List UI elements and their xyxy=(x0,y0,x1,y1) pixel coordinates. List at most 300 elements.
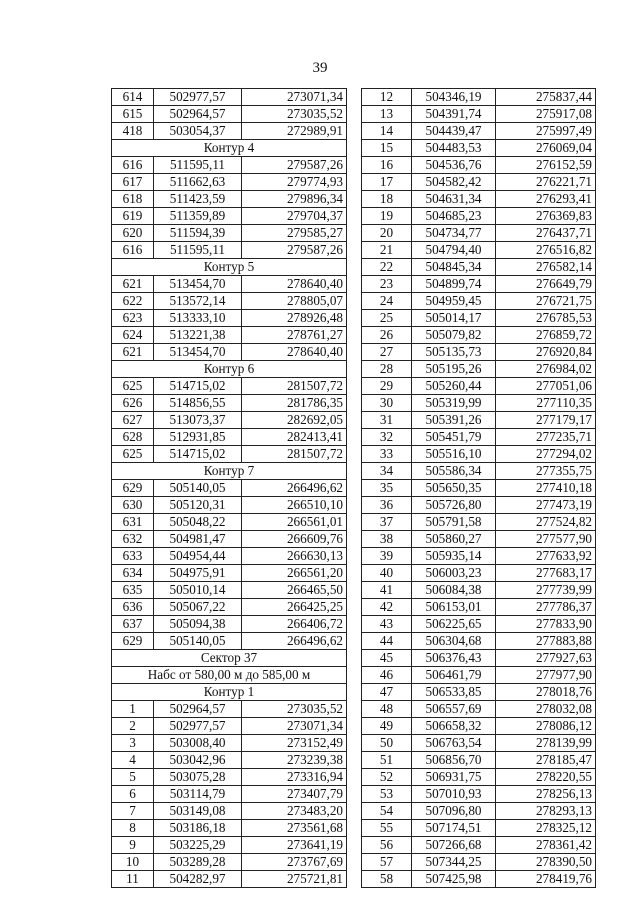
x-coordinate-cell: 504734,77 xyxy=(412,225,496,242)
y-coordinate-cell: 276859,72 xyxy=(496,327,596,344)
y-coordinate-cell: 277524,82 xyxy=(496,514,596,531)
x-coordinate-cell: 505120,31 xyxy=(154,497,242,514)
table-row xyxy=(362,463,596,480)
x-coordinate-cell: 511662,63 xyxy=(154,174,242,191)
x-coordinate-cell: 503225,29 xyxy=(154,837,242,854)
x-coordinate-cell: 505650,35 xyxy=(412,480,496,497)
x-coordinate-cell: 507425,98 xyxy=(412,871,496,888)
point-number-cell: 53 xyxy=(362,786,412,803)
y-coordinate-cell: 277883,88 xyxy=(496,633,596,650)
table-row xyxy=(362,293,596,310)
point-number-cell: 46 xyxy=(362,667,412,684)
y-coordinate-cell: 282692,05 xyxy=(242,412,347,429)
y-coordinate-cell: 276785,53 xyxy=(496,310,596,327)
x-coordinate-cell: 504959,45 xyxy=(412,293,496,310)
x-coordinate-cell: 504794,40 xyxy=(412,242,496,259)
table-row xyxy=(362,667,596,684)
y-coordinate-cell: 277577,90 xyxy=(496,531,596,548)
table-row xyxy=(362,140,596,157)
table-row xyxy=(112,752,347,769)
x-coordinate-cell: 503114,79 xyxy=(154,786,242,803)
table-row xyxy=(362,548,596,565)
table-row xyxy=(112,854,347,871)
table-row xyxy=(362,565,596,582)
y-coordinate-cell: 276437,71 xyxy=(496,225,596,242)
point-number-cell: 13 xyxy=(362,106,412,123)
table-row xyxy=(362,633,596,650)
y-coordinate-cell: 278390,50 xyxy=(496,854,596,871)
x-coordinate-cell: 505140,05 xyxy=(154,480,242,497)
point-number-cell: 47 xyxy=(362,684,412,701)
point-number-cell: 39 xyxy=(362,548,412,565)
table-row xyxy=(112,429,347,446)
x-coordinate-cell: 505860,27 xyxy=(412,531,496,548)
point-number-cell: 30 xyxy=(362,395,412,412)
y-coordinate-cell: 273483,20 xyxy=(242,803,347,820)
point-number-cell: 56 xyxy=(362,837,412,854)
y-coordinate-cell: 278761,27 xyxy=(242,327,347,344)
x-coordinate-cell: 511595,11 xyxy=(154,157,242,174)
table-row xyxy=(362,701,596,718)
point-number-cell: 616 xyxy=(112,242,154,259)
section-header-row xyxy=(112,650,347,667)
table-row xyxy=(112,327,347,344)
table-row xyxy=(112,531,347,548)
table-row xyxy=(112,633,347,650)
x-coordinate-cell: 504536,76 xyxy=(412,157,496,174)
table-row xyxy=(362,497,596,514)
point-number-cell: 28 xyxy=(362,361,412,378)
y-coordinate-cell: 273035,52 xyxy=(242,701,347,718)
point-number-cell: 20 xyxy=(362,225,412,242)
table-row xyxy=(362,820,596,837)
table-row xyxy=(362,854,596,871)
x-coordinate-cell: 506376,43 xyxy=(412,650,496,667)
table-row xyxy=(112,480,347,497)
point-number-cell: 54 xyxy=(362,803,412,820)
point-number-cell: 49 xyxy=(362,718,412,735)
table-row xyxy=(362,395,596,412)
x-coordinate-cell: 502977,57 xyxy=(154,89,242,106)
table-row xyxy=(362,752,596,769)
x-coordinate-cell: 506461,79 xyxy=(412,667,496,684)
point-number-cell: 617 xyxy=(112,174,154,191)
y-coordinate-cell: 278185,47 xyxy=(496,752,596,769)
y-coordinate-cell: 277410,18 xyxy=(496,480,596,497)
section-header: Контур 4 xyxy=(112,140,347,157)
x-coordinate-cell: 505451,79 xyxy=(412,429,496,446)
x-coordinate-cell: 506557,69 xyxy=(412,701,496,718)
table-row xyxy=(112,225,347,242)
point-number-cell: 32 xyxy=(362,429,412,446)
x-coordinate-cell: 505048,22 xyxy=(154,514,242,531)
x-coordinate-cell: 505726,80 xyxy=(412,497,496,514)
table-row xyxy=(112,616,347,633)
x-coordinate-cell: 504439,47 xyxy=(412,123,496,140)
x-coordinate-cell: 503008,40 xyxy=(154,735,242,752)
point-number-cell: 44 xyxy=(362,633,412,650)
x-coordinate-cell: 506931,75 xyxy=(412,769,496,786)
point-number-cell: 29 xyxy=(362,378,412,395)
table-row xyxy=(362,259,596,276)
x-coordinate-cell: 506084,38 xyxy=(412,582,496,599)
point-number-cell: 622 xyxy=(112,293,154,310)
y-coordinate-cell: 277051,06 xyxy=(496,378,596,395)
y-coordinate-cell: 266496,62 xyxy=(242,480,347,497)
table-row xyxy=(362,514,596,531)
y-coordinate-cell: 278139,99 xyxy=(496,735,596,752)
x-coordinate-cell: 507266,68 xyxy=(412,837,496,854)
x-coordinate-cell: 504685,23 xyxy=(412,208,496,225)
x-coordinate-cell: 505014,17 xyxy=(412,310,496,327)
y-coordinate-cell: 279774,93 xyxy=(242,174,347,191)
table-row xyxy=(112,395,347,412)
point-number-cell: 618 xyxy=(112,191,154,208)
table-row xyxy=(112,344,347,361)
x-coordinate-cell: 513454,70 xyxy=(154,276,242,293)
table-row xyxy=(112,293,347,310)
table-row xyxy=(112,871,347,888)
y-coordinate-cell: 278419,76 xyxy=(496,871,596,888)
table-row xyxy=(112,310,347,327)
point-number-cell: 615 xyxy=(112,106,154,123)
y-coordinate-cell: 277179,17 xyxy=(496,412,596,429)
point-number-cell: 40 xyxy=(362,565,412,582)
point-number-cell: 38 xyxy=(362,531,412,548)
x-coordinate-cell: 505516,10 xyxy=(412,446,496,463)
table-row xyxy=(362,786,596,803)
section-header: Контур 6 xyxy=(112,361,347,378)
y-coordinate-cell: 276069,04 xyxy=(496,140,596,157)
y-coordinate-cell: 278640,40 xyxy=(242,276,347,293)
table-row xyxy=(362,735,596,752)
x-coordinate-cell: 505260,44 xyxy=(412,378,496,395)
point-number-cell: 6 xyxy=(112,786,154,803)
point-number-cell: 18 xyxy=(362,191,412,208)
y-coordinate-cell: 277833,90 xyxy=(496,616,596,633)
point-number-cell: 5 xyxy=(112,769,154,786)
x-coordinate-cell: 513073,37 xyxy=(154,412,242,429)
point-number-cell: 621 xyxy=(112,344,154,361)
table-row xyxy=(362,837,596,854)
y-coordinate-cell: 266406,72 xyxy=(242,616,347,633)
point-number-cell: 21 xyxy=(362,242,412,259)
x-coordinate-cell: 504346,19 xyxy=(412,89,496,106)
table-row xyxy=(112,208,347,225)
y-coordinate-cell: 278926,48 xyxy=(242,310,347,327)
section-header-row xyxy=(112,259,347,276)
x-coordinate-cell: 506763,54 xyxy=(412,735,496,752)
point-number-cell: 629 xyxy=(112,480,154,497)
y-coordinate-cell: 273407,79 xyxy=(242,786,347,803)
point-number-cell: 50 xyxy=(362,735,412,752)
x-coordinate-cell: 505079,82 xyxy=(412,327,496,344)
point-number-cell: 418 xyxy=(112,123,154,140)
x-coordinate-cell: 504981,47 xyxy=(154,531,242,548)
point-number-cell: 43 xyxy=(362,616,412,633)
point-number-cell: 55 xyxy=(362,820,412,837)
table-row xyxy=(362,191,596,208)
x-coordinate-cell: 507174,51 xyxy=(412,820,496,837)
table-row xyxy=(362,310,596,327)
y-coordinate-cell: 272989,91 xyxy=(242,123,347,140)
point-number-cell: 637 xyxy=(112,616,154,633)
point-number-cell: 58 xyxy=(362,871,412,888)
point-number-cell: 14 xyxy=(362,123,412,140)
section-header: Набс от 580,00 м до 585,00 м xyxy=(112,667,347,684)
y-coordinate-cell: 277927,63 xyxy=(496,650,596,667)
point-number-cell: 23 xyxy=(362,276,412,293)
section-header: Контур 1 xyxy=(112,684,347,701)
x-coordinate-cell: 505135,73 xyxy=(412,344,496,361)
x-coordinate-cell: 503042,96 xyxy=(154,752,242,769)
x-coordinate-cell: 505391,26 xyxy=(412,412,496,429)
y-coordinate-cell: 277355,75 xyxy=(496,463,596,480)
point-number-cell: 26 xyxy=(362,327,412,344)
section-header-row xyxy=(112,361,347,378)
y-coordinate-cell: 277235,71 xyxy=(496,429,596,446)
point-number-cell: 633 xyxy=(112,548,154,565)
table-row xyxy=(112,548,347,565)
y-coordinate-cell: 276221,71 xyxy=(496,174,596,191)
table-row xyxy=(112,446,347,463)
table-row xyxy=(362,599,596,616)
point-number-cell: 626 xyxy=(112,395,154,412)
x-coordinate-cell: 505067,22 xyxy=(154,599,242,616)
x-coordinate-cell: 502964,57 xyxy=(154,701,242,718)
x-coordinate-cell: 504631,34 xyxy=(412,191,496,208)
x-coordinate-cell: 503054,37 xyxy=(154,123,242,140)
y-coordinate-cell: 281786,35 xyxy=(242,395,347,412)
section-header: Сектор 37 xyxy=(112,650,347,667)
table-row xyxy=(362,276,596,293)
point-number-cell: 9 xyxy=(112,837,154,854)
table-row xyxy=(362,225,596,242)
point-number-cell: 57 xyxy=(362,854,412,871)
point-number-cell: 620 xyxy=(112,225,154,242)
y-coordinate-cell: 279587,26 xyxy=(242,242,347,259)
table-row xyxy=(112,718,347,735)
x-coordinate-cell: 505935,14 xyxy=(412,548,496,565)
section-header-row xyxy=(112,140,347,157)
y-coordinate-cell: 278032,08 xyxy=(496,701,596,718)
x-coordinate-cell: 503075,28 xyxy=(154,769,242,786)
table-row xyxy=(362,531,596,548)
table-row xyxy=(112,89,347,106)
y-coordinate-cell: 273767,69 xyxy=(242,854,347,871)
y-coordinate-cell: 278805,07 xyxy=(242,293,347,310)
table-row xyxy=(112,412,347,429)
table-row xyxy=(112,106,347,123)
y-coordinate-cell: 275997,49 xyxy=(496,123,596,140)
table-row xyxy=(362,412,596,429)
table-row xyxy=(362,650,596,667)
point-number-cell: 7 xyxy=(112,803,154,820)
x-coordinate-cell: 507010,93 xyxy=(412,786,496,803)
table-row xyxy=(362,89,596,106)
point-number-cell: 51 xyxy=(362,752,412,769)
x-coordinate-cell: 506533,85 xyxy=(412,684,496,701)
y-coordinate-cell: 273239,38 xyxy=(242,752,347,769)
table-row xyxy=(112,191,347,208)
x-coordinate-cell: 513572,14 xyxy=(154,293,242,310)
table-row xyxy=(112,514,347,531)
y-coordinate-cell: 266561,20 xyxy=(242,565,347,582)
point-number-cell: 3 xyxy=(112,735,154,752)
y-coordinate-cell: 273071,34 xyxy=(242,89,347,106)
x-coordinate-cell: 502964,57 xyxy=(154,106,242,123)
x-coordinate-cell: 513454,70 xyxy=(154,344,242,361)
table-row xyxy=(112,786,347,803)
point-number-cell: 627 xyxy=(112,412,154,429)
y-coordinate-cell: 281507,72 xyxy=(242,378,347,395)
y-coordinate-cell: 266609,76 xyxy=(242,531,347,548)
y-coordinate-cell: 278293,13 xyxy=(496,803,596,820)
y-coordinate-cell: 273035,52 xyxy=(242,106,347,123)
table-row xyxy=(112,157,347,174)
x-coordinate-cell: 504582,42 xyxy=(412,174,496,191)
point-number-cell: 623 xyxy=(112,310,154,327)
point-number-cell: 624 xyxy=(112,327,154,344)
x-coordinate-cell: 505140,05 xyxy=(154,633,242,650)
point-number-cell: 628 xyxy=(112,429,154,446)
y-coordinate-cell: 277110,35 xyxy=(496,395,596,412)
x-coordinate-cell: 513221,38 xyxy=(154,327,242,344)
y-coordinate-cell: 275837,44 xyxy=(496,89,596,106)
y-coordinate-cell: 276516,82 xyxy=(496,242,596,259)
table-row xyxy=(362,684,596,701)
x-coordinate-cell: 505094,38 xyxy=(154,616,242,633)
table-row xyxy=(112,769,347,786)
point-number-cell: 619 xyxy=(112,208,154,225)
y-coordinate-cell: 278018,76 xyxy=(496,684,596,701)
table-row xyxy=(362,123,596,140)
y-coordinate-cell: 279704,37 xyxy=(242,208,347,225)
point-number-cell: 631 xyxy=(112,514,154,531)
y-coordinate-cell: 278086,12 xyxy=(496,718,596,735)
right-coordinates-table xyxy=(361,88,596,888)
point-number-cell: 45 xyxy=(362,650,412,667)
point-number-cell: 11 xyxy=(112,871,154,888)
table-row xyxy=(362,378,596,395)
table-row xyxy=(362,327,596,344)
x-coordinate-cell: 511594,39 xyxy=(154,225,242,242)
point-number-cell: 614 xyxy=(112,89,154,106)
point-number-cell: 52 xyxy=(362,769,412,786)
x-coordinate-cell: 505791,58 xyxy=(412,514,496,531)
x-coordinate-cell: 514715,02 xyxy=(154,446,242,463)
y-coordinate-cell: 276721,75 xyxy=(496,293,596,310)
point-number-cell: 33 xyxy=(362,446,412,463)
point-number-cell: 35 xyxy=(362,480,412,497)
x-coordinate-cell: 511595,11 xyxy=(154,242,242,259)
y-coordinate-cell: 266561,01 xyxy=(242,514,347,531)
table-row xyxy=(362,429,596,446)
point-number-cell: 621 xyxy=(112,276,154,293)
left-table-body xyxy=(112,89,347,888)
table-row xyxy=(112,497,347,514)
y-coordinate-cell: 278640,40 xyxy=(242,344,347,361)
table-row xyxy=(112,735,347,752)
point-number-cell: 636 xyxy=(112,599,154,616)
point-number-cell: 12 xyxy=(362,89,412,106)
y-coordinate-cell: 266425,25 xyxy=(242,599,347,616)
x-coordinate-cell: 504391,74 xyxy=(412,106,496,123)
y-coordinate-cell: 278325,12 xyxy=(496,820,596,837)
left-coordinates-table xyxy=(111,88,347,888)
point-number-cell: 31 xyxy=(362,412,412,429)
x-coordinate-cell: 511423,59 xyxy=(154,191,242,208)
y-coordinate-cell: 279587,26 xyxy=(242,157,347,174)
x-coordinate-cell: 504975,91 xyxy=(154,565,242,582)
y-coordinate-cell: 277633,92 xyxy=(496,548,596,565)
table-row xyxy=(362,242,596,259)
y-coordinate-cell: 273152,49 xyxy=(242,735,347,752)
y-coordinate-cell: 279896,34 xyxy=(242,191,347,208)
y-coordinate-cell: 276984,02 xyxy=(496,361,596,378)
table-row xyxy=(112,242,347,259)
y-coordinate-cell: 276293,41 xyxy=(496,191,596,208)
table-row xyxy=(362,208,596,225)
table-row xyxy=(362,480,596,497)
y-coordinate-cell: 277977,90 xyxy=(496,667,596,684)
point-number-cell: 24 xyxy=(362,293,412,310)
table-row xyxy=(362,157,596,174)
x-coordinate-cell: 506658,32 xyxy=(412,718,496,735)
x-coordinate-cell: 506856,70 xyxy=(412,752,496,769)
y-coordinate-cell: 277739,99 xyxy=(496,582,596,599)
table-row xyxy=(362,361,596,378)
table-row xyxy=(112,174,347,191)
point-number-cell: 17 xyxy=(362,174,412,191)
table-row xyxy=(362,769,596,786)
x-coordinate-cell: 507096,80 xyxy=(412,803,496,820)
x-coordinate-cell: 504282,97 xyxy=(154,871,242,888)
point-number-cell: 41 xyxy=(362,582,412,599)
y-coordinate-cell: 281507,72 xyxy=(242,446,347,463)
point-number-cell: 15 xyxy=(362,140,412,157)
point-number-cell: 48 xyxy=(362,701,412,718)
x-coordinate-cell: 504845,34 xyxy=(412,259,496,276)
point-number-cell: 42 xyxy=(362,599,412,616)
x-coordinate-cell: 506003,23 xyxy=(412,565,496,582)
section-header-row xyxy=(112,667,347,684)
table-row xyxy=(112,276,347,293)
table-row xyxy=(112,820,347,837)
point-number-cell: 616 xyxy=(112,157,154,174)
x-coordinate-cell: 506225,65 xyxy=(412,616,496,633)
table-row xyxy=(112,837,347,854)
table-row xyxy=(112,803,347,820)
table-row xyxy=(362,871,596,888)
point-number-cell: 630 xyxy=(112,497,154,514)
table-row xyxy=(362,344,596,361)
table-row xyxy=(362,106,596,123)
y-coordinate-cell: 282413,41 xyxy=(242,429,347,446)
y-coordinate-cell: 266496,62 xyxy=(242,633,347,650)
x-coordinate-cell: 511359,89 xyxy=(154,208,242,225)
point-number-cell: 634 xyxy=(112,565,154,582)
y-coordinate-cell: 266465,50 xyxy=(242,582,347,599)
table-row xyxy=(362,616,596,633)
right-table-body xyxy=(362,89,596,888)
point-number-cell: 629 xyxy=(112,633,154,650)
y-coordinate-cell: 277683,17 xyxy=(496,565,596,582)
x-coordinate-cell: 503186,18 xyxy=(154,820,242,837)
table-row xyxy=(112,123,347,140)
y-coordinate-cell: 273641,19 xyxy=(242,837,347,854)
point-number-cell: 1 xyxy=(112,701,154,718)
